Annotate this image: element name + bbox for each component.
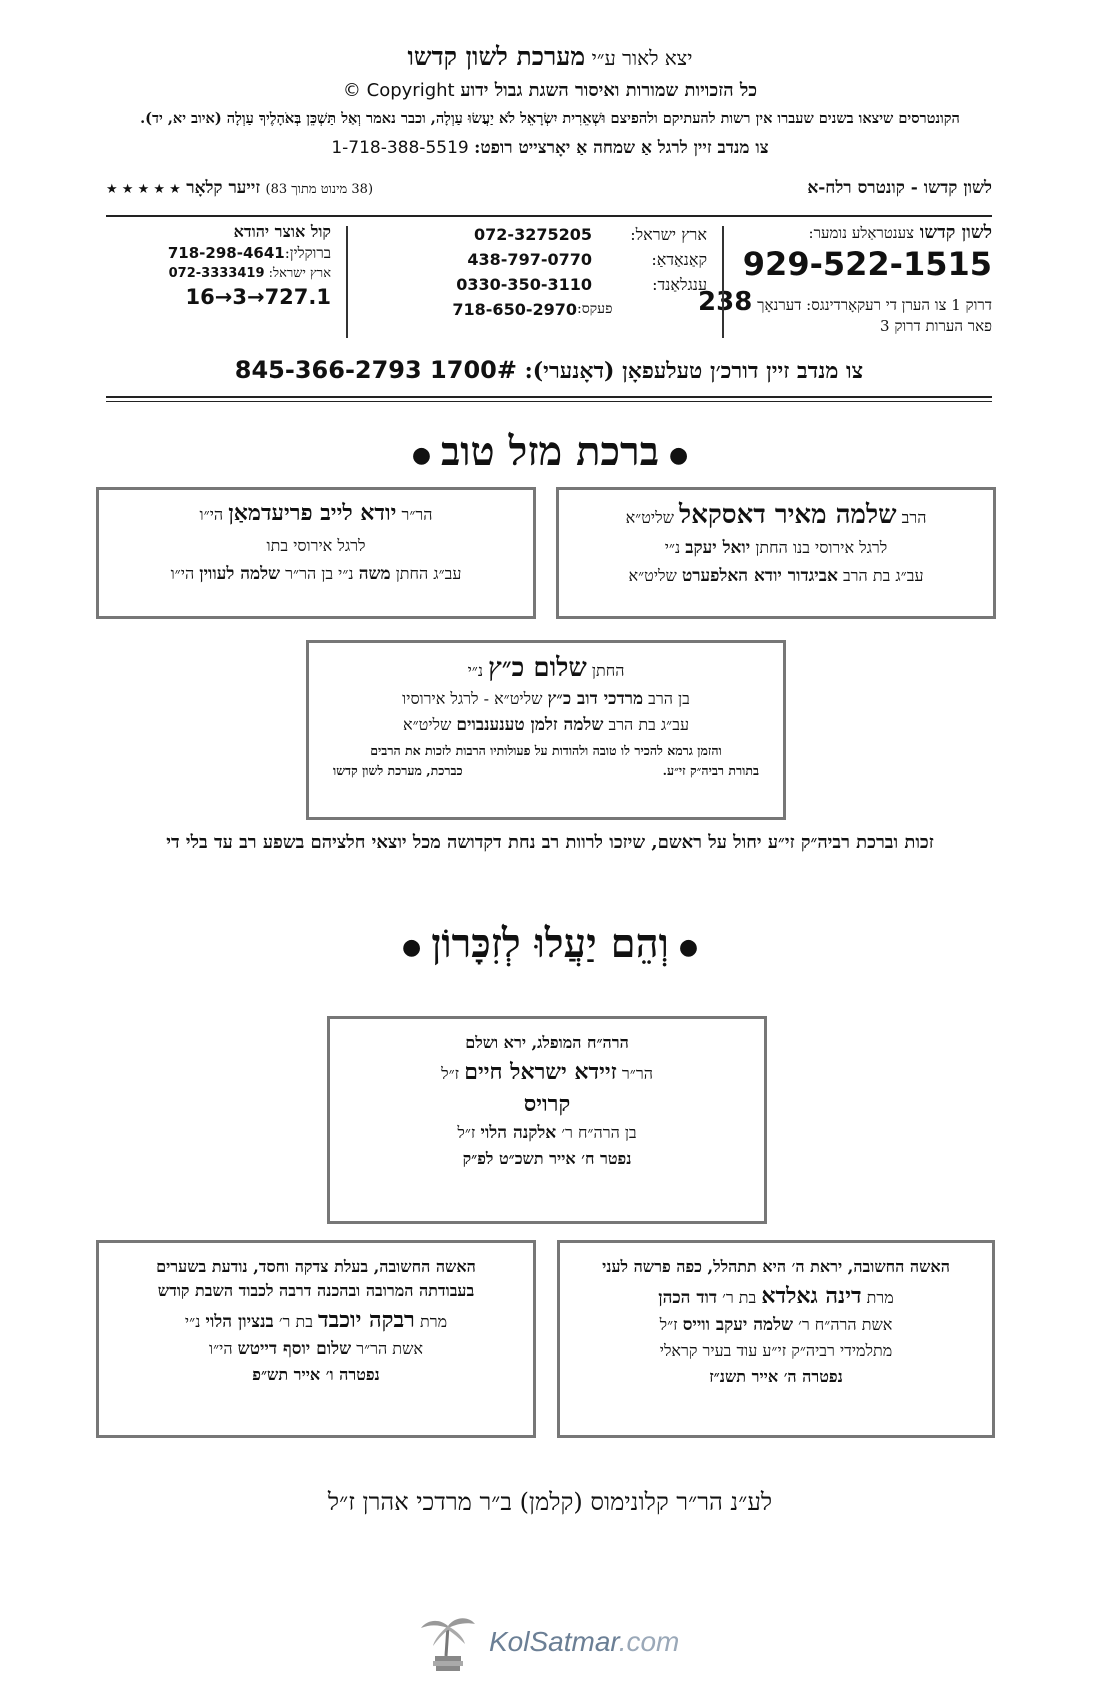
mazal-tov-box: הר״ר יודא לייב פריעדמאַן הי״ו לרגל אירוסי בתו עב״ג החתן משה נ״י בן הר״ר שלמה לעווין הי״ו: [96, 487, 536, 619]
divider: [106, 401, 992, 402]
dedication-line: לע״נ הר״ר קלונימוס (קלמן) ב״ר מרדכי אהרן ז״ל: [327, 1488, 773, 1516]
palm-tree-books-icon: [415, 1612, 481, 1672]
kolsatmar-logo[interactable]: KolSatmar.com: [415, 1612, 685, 1672]
publisher-line: יצא לאור ע״י מערכת לשון קדשו: [407, 42, 693, 71]
copyright-line: כל הזכויות שמורות ואיסור השגת גבול ידוע Copyright ©: [342, 80, 758, 101]
fax-row: פעקס: 718-650-2970: [452, 300, 613, 319]
mazal-tov-box: החתן שלום כ״ץ נ״י בן הרב מרדכי דוב כ״ץ שליט״א - לרגל אירוסיו עב״ג בת הרב שלמה זלמן טענענבוים שליט״א והזמן גרמא להכיר לו טובה ולהודות על פעולותיו הרבות לזכות את הרבים בתורת רביה״ק זי״ע. כברכת, מערכת לשון קדשו: [306, 640, 786, 820]
central-number-column: לשון קדשו צענטראַלע נומער: 929-522-1515 דרוק 1 צו הערן די רעקאָרדינגס: דערנאָך 238 פאר הערות דרוק 3: [698, 222, 992, 335]
bullet-icon: ●: [411, 442, 432, 468]
divider: [106, 396, 992, 398]
rights-notice: הקונטרסים שיצאו בשנים שעברו אין רשות להעתיקם ולהפיצם וּשְׁאֵרִית יִשְׂרָאֵל לֹא יַעֲשׂוּ עַוְלָה, וכבר נאמר וְאַל תַּשְׁכֵּן בְּאֹהָלֶיךָ עַוְלָה (איוב יא, יד).: [140, 110, 960, 127]
phone-row: ענגלאַנד: 0330-350-3110: [456, 274, 707, 294]
contact-block: [106, 222, 992, 350]
memorial-title: ●וְהֵם יַעֲלוּ לְזִכָּרוֹן●: [401, 920, 699, 967]
menu-code: 16→3→727.1: [185, 285, 331, 309]
mazal-tov-title: ●ברכת מזל טוב●: [411, 428, 689, 475]
bullet-icon: ●: [401, 934, 422, 960]
phone-donation-line: צו מנדב זיין דורכ׳ן טעלעפאָן (דאָנערי): 845-366-2793 1700#: [234, 356, 864, 384]
star-rating-icon: ★ ★ ★ ★ ★: [106, 182, 181, 197]
bullet-icon: ●: [678, 934, 699, 960]
phone-row: ארץ ישראל: 072-3275205: [474, 224, 707, 244]
booklet-info-line: [106, 178, 992, 206]
international-numbers-column: [427, 222, 707, 350]
mazal-tov-box: הרב שלמה מאיר דאסקאל שליט״א לרגל אירוסי בנו החתן יואל יעקב נ״י עב״ג בת הרב אביגדור יודא האלפערט שליט״א: [556, 487, 996, 619]
memorial-box: האשה החשובה, יראת ה׳ היא תתהלל, כפה פרשה לעני מרת דינה גאלדא בת ר׳ דוד הכהן אשת הרה״ח ר׳ שלמה יעקב ווייס ז״ל מתלמידי רביה״ק זי״ע עוד בעיר קראלי נפטרה ה׳ אייר תשנ״ז: [557, 1240, 995, 1438]
column-divider: [722, 226, 724, 338]
donation-line: צו מנדב זיין לרגל אַ שמחה אַ יאָרצייט רופט: 1-718-388-5519: [331, 138, 769, 158]
rating: (38 מינוט מתוך 83) זייער קלאָר ★ ★ ★ ★ ★: [106, 178, 374, 198]
publisher-name: מערכת לשון קדשו: [407, 42, 586, 71]
phone-row: קאַנאַדאַ: 438-797-0770: [467, 249, 707, 269]
bullet-icon: ●: [668, 442, 689, 468]
memorial-box: הרה״ח המופלג, ירא ושלם הר״ר זיידא ישראל חיים ז״ל קרויס בן הרה״ח ר׳ אלקנה הלוי ז״ל נפטר ח׳ אייר תשכ״ט לפ״ק: [327, 1016, 767, 1224]
donation-phone: 1-718-388-5519: [331, 138, 469, 158]
divider: [106, 215, 992, 217]
blessing-line: זכות וברכת רביה״ק זי״ע יחול על ראשם, שיזכו לרוות רב נחת דקדושה מכל יוצאי חלציהם בשפע רב עד בלי די: [166, 832, 934, 853]
booklet-title: לשון קדשו - קונטרס רלח-א: [807, 178, 992, 198]
column-divider: [346, 226, 348, 338]
kol-otzar-yehuda-column: קול אוצר יהודא ברוקלין:718-298-4641 ארץ ישראל: 072-3333419 16→3→727.1: [106, 222, 331, 350]
central-phone[interactable]: 929-522-1515: [742, 245, 992, 283]
memorial-box: האשה החשובה, בעלת צדקה וחסד, נודעת בשערים בעבודתה המרובה ובהכנה דרבה לכבוד השבת קודש מרת רבקה יוכבד בת ר׳ בנציון הלוי נ״י אשת הר״ר שלום יוסף דייטש הי״ו נפטרה ו׳ אייר תש״פ: [96, 1240, 536, 1438]
